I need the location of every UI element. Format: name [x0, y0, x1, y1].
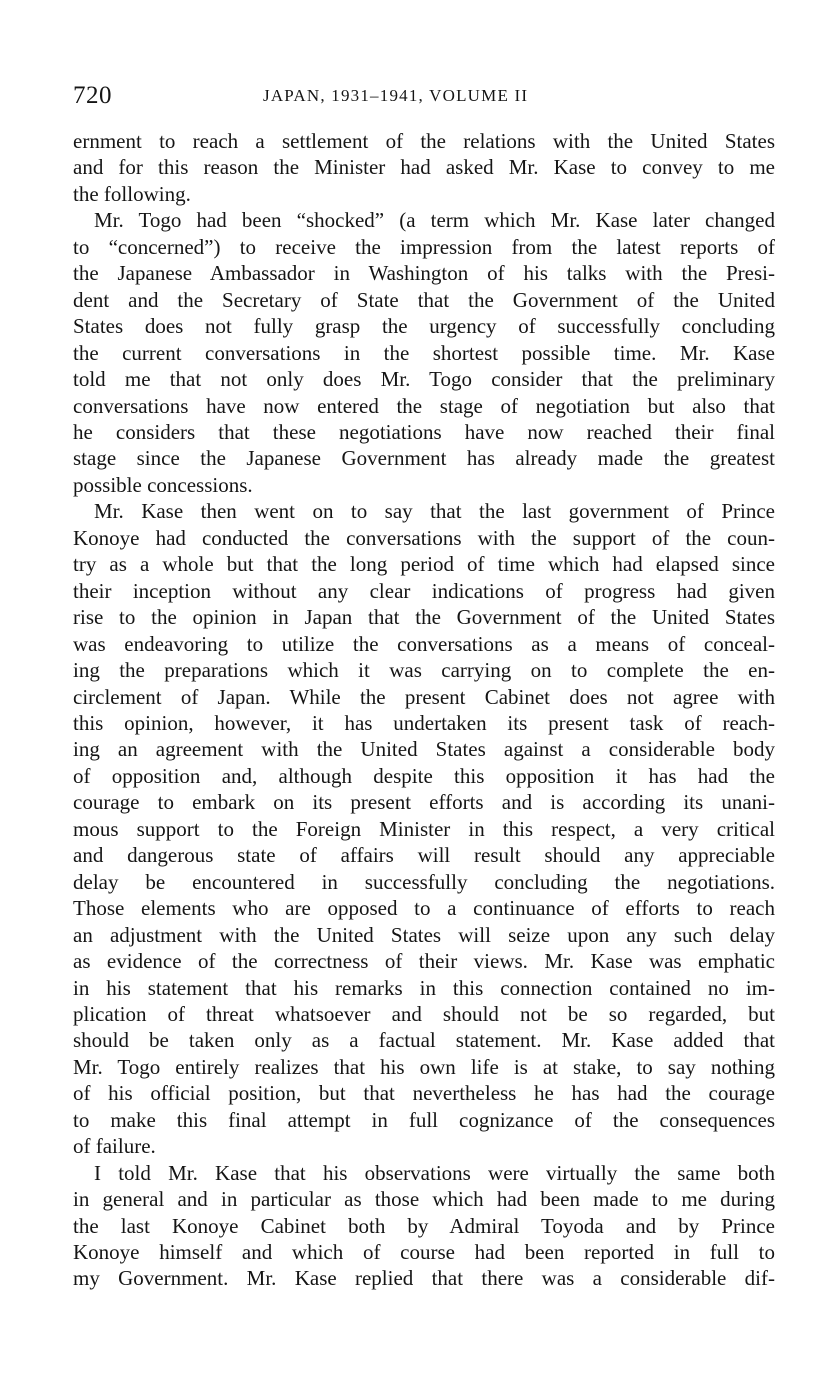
text-line: I told Mr. Kase that his observations were virtually the same both: [94, 1160, 775, 1185]
running-title: JAPAN, 1931–1941, VOLUME II: [263, 86, 529, 105]
text-line: the following.: [73, 181, 191, 206]
text-line: mous support to the Foreign Minister in this respect, a very critical: [73, 816, 775, 841]
paragraph-1: [73, 128, 775, 207]
text-line: conversations have now entered the stage of negotiation but also that: [73, 393, 775, 418]
running-header: [73, 80, 775, 112]
body-text: [73, 128, 775, 1292]
text-line: Mr. Togo had been “shocked” (a term which Mr. Kase later changed: [94, 208, 775, 233]
text-line: the Japanese Ambassador in Washington of his talks with the Presi-: [73, 261, 775, 286]
text-line: in his statement that his remarks in this connection contained no im-: [73, 975, 775, 1000]
text-line: ernment to reach a settlement of the relations with the United States: [73, 129, 775, 153]
text-line: plication of threat whatsoever and should not be so regarded, but: [73, 1001, 775, 1026]
text-line: Mr. Togo entirely realizes that his own life is at stake, to say nothing: [73, 1054, 775, 1079]
text-line: told me that not only does Mr. Togo consider that the preliminary: [73, 367, 775, 392]
text-line: of his official position, but that nevertheless he has had the courage: [73, 1081, 775, 1106]
text-line: the last Konoye Cabinet both by Admiral Toyoda and by Prince: [73, 1213, 775, 1238]
text-line: Those elements who are opposed to a continuance of efforts to reach: [73, 896, 775, 921]
page-number: 720: [73, 82, 112, 109]
paragraph-2: [73, 207, 775, 498]
text-line: possible concessions.: [73, 472, 253, 497]
text-line: delay be encountered in successfully concluding the negotiations.: [73, 869, 775, 894]
text-line: of failure.: [73, 1134, 156, 1159]
text-line: rise to the opinion in Japan that the Government of the United States: [73, 605, 775, 630]
text-line: States does not fully grasp the urgency of successfully concluding: [73, 314, 775, 339]
paragraph-3: [73, 498, 775, 1159]
text-line: the current conversations in the shortest possible time. Mr. Kase: [73, 340, 775, 365]
text-line: he considers that these negotiations have now reached their final: [73, 419, 775, 444]
text-line: should be taken only as a factual statement. Mr. Kase added that: [73, 1028, 775, 1053]
text-line: and dangerous state of affairs will result should any appreciable: [73, 843, 775, 868]
text-line: dent and the Secretary of State that the Government of the United: [73, 287, 775, 312]
text-line: courage to embark on its present efforts and is according its unani-: [73, 790, 775, 815]
text-line: their inception without any clear indications of progress had given: [73, 578, 775, 603]
text-line: and for this reason the Minister had asked Mr. Kase to convey to me: [73, 155, 775, 180]
text-line: circlement of Japan. While the present Cabinet does not agree with: [73, 684, 775, 709]
text-line: Konoye had conducted the conversations with the support of the coun-: [73, 525, 775, 550]
paragraph-4: [73, 1160, 775, 1292]
text-line: in general and in particular as those which had been made to me during: [73, 1187, 775, 1212]
text-line: try as a whole but that the long period of time which had elapsed since: [73, 552, 775, 577]
text-line: to “concerned”) to receive the impression from the latest reports of: [73, 234, 775, 259]
text-line: to make this final attempt in full cognizance of the consequences: [73, 1107, 775, 1132]
text-line: ing the preparations which it was carrying on to complete the en-: [73, 658, 775, 683]
text-line: as evidence of the correctness of their views. Mr. Kase was emphatic: [73, 949, 775, 974]
text-line: was endeavoring to utilize the conversations as a means of conceal-: [73, 631, 775, 656]
text-line: of opposition and, although despite this opposition it has had the: [73, 763, 775, 788]
text-line: ing an agreement with the United States against a considerable body: [73, 737, 775, 762]
text-line: stage since the Japanese Government has already made the greatest: [73, 446, 775, 471]
text-line: an adjustment with the United States will seize upon any such delay: [73, 922, 775, 947]
text-line: Konoye himself and which of course had been reported in full to: [73, 1240, 775, 1265]
text-line: my Government. Mr. Kase replied that there was a considerable dif-: [73, 1266, 775, 1291]
text-line: Mr. Kase then went on to say that the last government of Prince: [94, 499, 775, 524]
text-line: this opinion, however, it has undertaken its present task of reach-: [73, 710, 775, 735]
